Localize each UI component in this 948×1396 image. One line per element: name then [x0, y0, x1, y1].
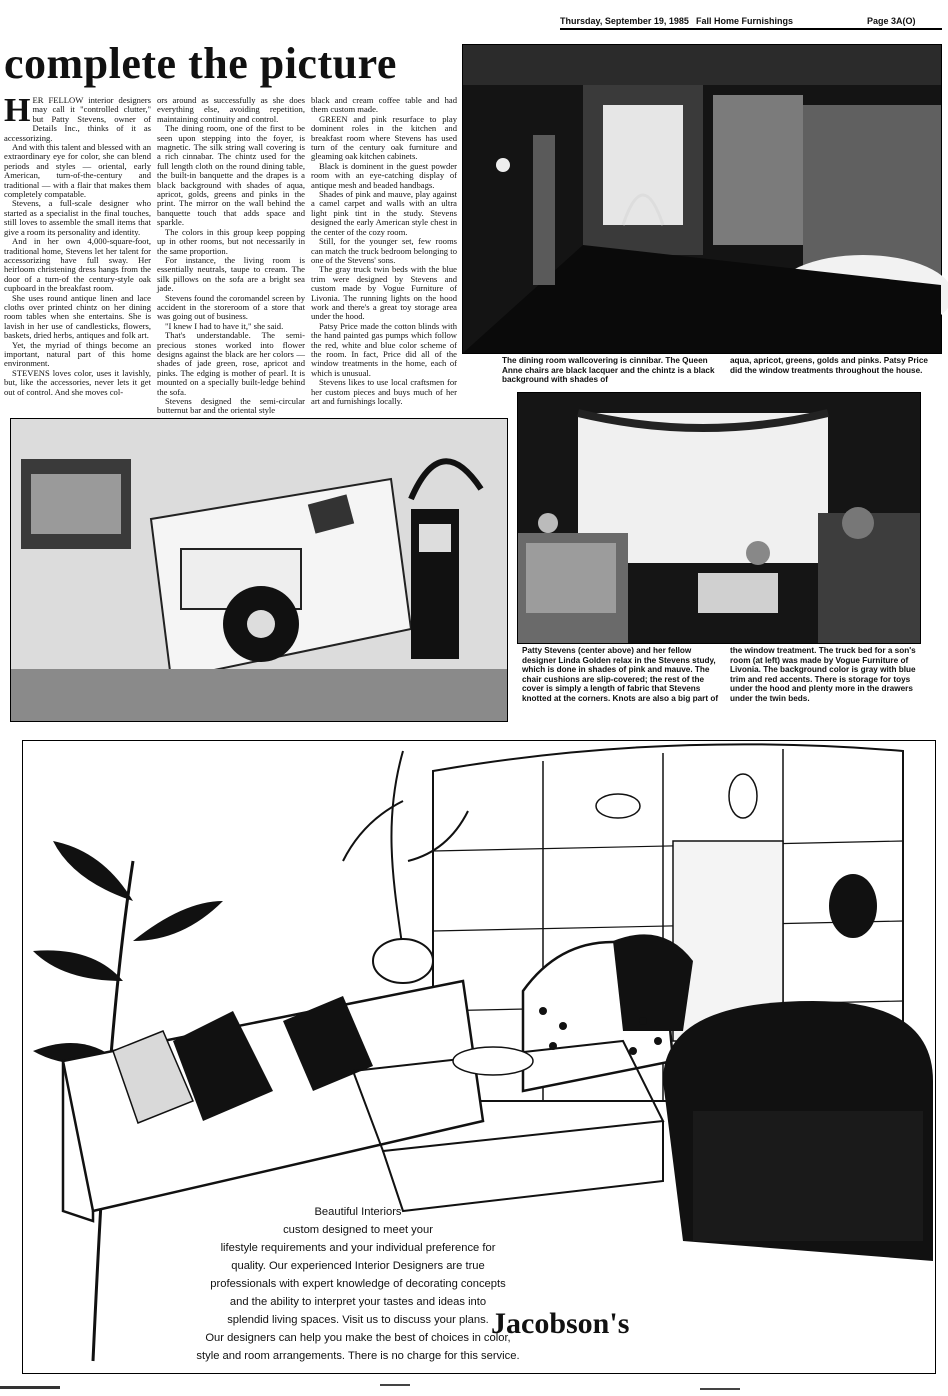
header-section: Fall Home Furnishings: [696, 16, 794, 26]
paragraph: The gray truck twin beds with the blue trim were designed by Stevens and custom made by Vogue Furniture of Livonia. The running lights on the hood work and there's a great toy storage area under the hood.: [311, 264, 457, 322]
ad-copy: [173, 1203, 543, 1365]
paragraph: Patsy Price made the cotton blinds with the hand painted gas pumps which follow the red, white and blue color scheme of the room. In fact, Price did all of the window treatments in the home, each of which is unusual.: [311, 320, 457, 378]
ad-copy-line: style and room arrangements. There is no charge for this service.: [196, 1350, 520, 1362]
truck-bedroom-photo: [10, 418, 508, 722]
ad-copy-line: lifestyle requirements and your individual preference for: [220, 1242, 496, 1254]
paragraph: That's understandable. The semi-precious stones worked into flower designs against the black are her colors — shades of jade green, rose, apricot and pinks. The edging is mother of pearl. It is mounted on a specially built-ledge behind the sofa.: [157, 330, 305, 397]
study-caption-part-1: Patty Stevens (center above) and her fellow designer Linda Golden relax in the Stevens study, which is done in shades of pink and mauve. The chair cushions are slip-covered; the rest of the cover is simply a length of fabric that Stevens knotted at the corners. Knots are also a big part of: [522, 646, 719, 703]
paragraph: GREEN and pink resurface to play dominent roles in the kitchen and breakfast room where Stevens has used turn of the century oak furniture and gleaming oak kitchen cabinets.: [311, 113, 457, 162]
paragraph: Shades of pink and mauve, play against a camel carpet and walls with an ultra light pink tint in the study. Stevens designed the early American style chest in the center of the cozy room.: [311, 189, 457, 237]
paragraph: black and cream coffee table and had them custom made.: [311, 95, 457, 115]
paragraph: And with this talent and blessed with an extraordinary eye for color, she can blend periods and styles — oriental, early American, turn-of-the-century and traditional — with a flair that makes them completely compatable.: [4, 142, 151, 200]
ad-copy-line: Our designers can help you make the best of choices in color,: [205, 1332, 511, 1344]
paragraph: "I knew I had to have it," she said.: [165, 320, 284, 331]
study-caption-part-2: the window treatment. The truck bed for a son's room (at left) was made by Vogue Furniture of Livonia. The background color is gray with blue trim and red accents. There is storage for toys under the hood and plenty more in the drawers under the twin beds.: [730, 646, 916, 703]
headline: complete the picture: [4, 39, 397, 88]
ad-copy-line: Beautiful Interiors: [314, 1206, 402, 1218]
study-photo: [517, 392, 921, 644]
drop-cap: H: [4, 92, 31, 129]
paragraph: Black is dominent in the guest powder room with an eye-catching display of antique mesh and beaded handbags.: [311, 160, 457, 190]
paragraph: Stevens designed the semi-circular butternut bar and the oriental style: [157, 396, 305, 416]
header-page-number: Page 3A(O): [867, 16, 916, 26]
ad-copy-line: custom designed to meet your: [283, 1224, 433, 1236]
header-date: Thursday, September 19, 1985: [560, 16, 689, 26]
paragraph: Still, for the younger set, few rooms can match the truck bedroom belonging to one of the Stevens' sons.: [311, 236, 457, 265]
dining-room-photo: [462, 44, 942, 354]
paragraph: Stevens found the coromandel screen by accident in the storeroom of a store that was going out of business.: [157, 292, 305, 322]
paragraph: STEVENS loves color, uses it lavishly, but, like the accessories, never lets it get out of control. And she moves col-: [4, 367, 151, 397]
paragraph: The colors in this group keep popping up in other rooms, but not necessarily in the same proportion.: [157, 226, 305, 256]
paragraph: Stevens, a full-scale designer who started as a specialist in the final touches, still loves to assemble the small items that give a room its personality and identity.: [4, 198, 151, 237]
article-column-3: [311, 96, 457, 410]
header-rule: [560, 28, 942, 30]
ad-copy-line: and the ability to interpret your tastes and ideas into: [229, 1296, 487, 1308]
paragraph: ER FELLOW interior designers may call it "controlled clutter," but Patty Stevens, owner of Details Inc., thinks of it as accessorizing.: [4, 95, 151, 143]
dining-room-caption-part-1: The dining room wallcovering is cinnibar. The Queen Anne chairs are black lacquer and the chintz is a black background with shades of: [502, 356, 715, 385]
article-column-1: [4, 92, 151, 410]
scan-artifacts: [0, 1380, 948, 1396]
ad-copy-line: splendid living spaces. Visit us to discuss your plans.: [227, 1314, 489, 1326]
jacobsons-logo: Jacobson's: [491, 1307, 630, 1340]
paragraph: ors around as successfully as she does everything else, avoiding repetition, maintaining continuity and control.: [157, 95, 305, 124]
ad-copy-line: professionals with expert knowledge of decorating concepts: [210, 1278, 506, 1290]
ad-copy-line: quality. Our experienced Interior Designers are true: [231, 1260, 485, 1272]
article-column-2: [157, 95, 305, 416]
paragraph: Yet, the myriad of things become an important, natural part of this home environment.: [4, 339, 151, 369]
paragraph: And in her own 4,000-square-foot, traditional home, Stevens let her talent for accessorizing have full sway. Her heirloom christening dress hangs from the door of a turn-of the century-style oak cupboard in the breakfast room.: [4, 236, 151, 294]
paragraph: Stevens likes to use local craftsmen for her custom pieces and buys much of her art and furnishings locally.: [311, 377, 457, 406]
paragraph: She uses round antique linen and lace cloths over printed chintz on her dining room tables when she entertains. She is lavish in her use of candlesticks, flowers, baskets, dried herbs, antiques and folk art.: [4, 292, 151, 341]
paragraph: For instance, the living room is essentially neutrals, taupe to cream. The silk pillows on the sofa are a bright sea jade.: [157, 254, 305, 294]
paragraph: The dining room, one of the first to be seen upon stepping into the foyer, is magnetic. The silk string wall covering is a rich cinnabar. The chintz used for the full length cloth on the round dining table, the built-in banquette and the drapes is a black background with shades of aqua, apricot, golds, greens and pinks in the print. The mirror on the wall behind the banquette touch that adds space and sparkle.: [157, 123, 305, 228]
jacobsons-advertisement: [22, 740, 936, 1374]
dining-room-caption-part-2: aqua, apricot, greens, golds and pinks. Patsy Price did the window treatments throughout the house.: [730, 356, 928, 375]
